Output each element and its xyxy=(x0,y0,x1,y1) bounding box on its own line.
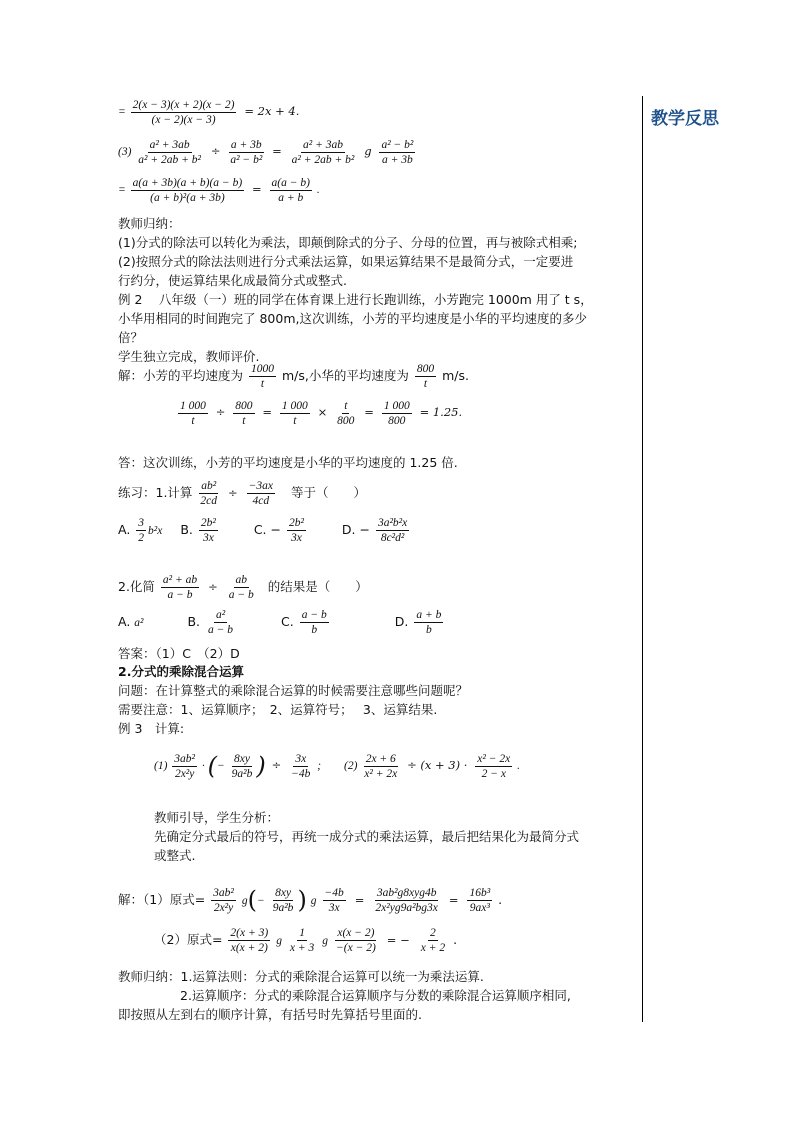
fraction: $\frac{\text{a² + 3ab}}{\text{a² + 2ab + b²}}$ xyxy=(138,139,201,166)
example-2-calculation: $\frac{1 000}{t}$ ÷ $\frac{800}{t}$ = $\frac{1 000}{t}$ × $\frac{t}{800}$ = $\frac{1 000}{800}$ = 1.25. xyxy=(180,400,463,427)
summary-point-2a: (2)按照分式的除法法则进行分式乘法运算，如果运算结果不是最简分式，一定要进 xyxy=(118,254,574,269)
example-3-title: 例 3 计算: xyxy=(118,721,185,736)
option-b: B. $\frac{\text{a²}}{a - b}$ xyxy=(187,609,234,636)
option-d: D. − $\frac{\text{3a²b²x}}{\text{8c²d²}}$ xyxy=(341,517,408,544)
fraction: $\frac{-3ax}{4cd}$ xyxy=(248,480,274,507)
equals-sign: = xyxy=(118,184,126,197)
section-question: 问题：在计算整式的乘除混合运算的时候需要注意哪些问题呢？ xyxy=(118,683,469,698)
option-d: D. $\frac{a + b}{b}$ xyxy=(394,609,442,636)
sidebar-title: 教学反思 xyxy=(651,109,719,129)
example-2-line-2: 小华用相同的时间跑完了 800m,这次训练，小芳的平均速度是小华的平均速度的多少 xyxy=(118,311,587,326)
result: = 2x + 4. xyxy=(244,104,300,119)
option-c: C. $\frac{a - b}{b}$ xyxy=(281,609,327,636)
fraction: $\frac{800}{t}$ xyxy=(235,400,253,427)
practice-question-2-options xyxy=(118,608,445,637)
formula-row-3: = $\frac{a(a + 3b)(a + b)(a - b)}{\text{(a + b)²(a + 3b)}}$ = $\frac{a(a - b)}{a + b}$ . xyxy=(118,177,320,204)
solution-3-step-1: 解：（1）原式= $\frac{\text{3ab²}}{\text{2x²y}}$ g(− $\frac{8xy}{\text{9a²b}}$ ) g $\frac{-4b}{3x}$ = $\frac{\text{3ab²g8xyg4b}}{\text{2x²yg9a²bg3x}}$ = $\frac{\text{16b³}}{\text{9ax³}}$ . xyxy=(118,886,503,914)
operator: = xyxy=(272,144,282,159)
example-2-line-4: 学生独立完成，教师评价. xyxy=(118,349,260,364)
practice-question-1: 练习：1.计算 $\frac{\text{ab²}}{2cd}$ ÷ $\frac{-3ax}{4cd}$ 等于（ ） xyxy=(118,480,367,507)
summary-point-1: (1)分式的除法可以转化为乘法，即颠倒除式的分子、分母的位置，再与被除式相乘; xyxy=(118,235,578,250)
fraction: $\frac{ab}{a - b}$ xyxy=(228,574,254,601)
operator: = xyxy=(252,182,262,197)
fraction: $\frac{1 000}{t}$ xyxy=(180,400,206,427)
example-3-expression-2: (2) $\frac{2x + 6}{\text{x² + 2x}}$ ÷ (x + 3) · $\frac{\text{x² − 2x}}{2 - x}$ . xyxy=(344,753,520,780)
summary-2-line-2: 2.运算顺序：分式的乘除混合运算顺序与分数的乘除混合运算顺序相同, xyxy=(180,988,571,1003)
option-c: C. − $\frac{\text{2b²}}{3x}$ xyxy=(253,517,304,544)
fraction: $\frac{a(a - b)}{a + b}$ xyxy=(271,177,310,204)
option-a: A. $\frac{3}{2}$ b²x xyxy=(118,517,163,544)
example-3-expression-1: (1) $\frac{\text{3ab²}}{\text{2x²y}}$ · (− $\frac{8xy}{\text{9a²b}}$ ) ÷ $\frac{3x}{-4b}$ ; xyxy=(154,752,322,780)
summary-2-line-3: 即按照从左到右的顺序计算，有括号时先算括号里面的. xyxy=(118,1007,422,1022)
fraction: $\frac{\text{a² + 3ab}}{\text{a² + 2ab + b²}}$ xyxy=(291,139,355,166)
equals-sign: = xyxy=(118,106,126,119)
summary-point-2b: 行约分，使运算结果化成最简分式或整式. xyxy=(118,273,347,288)
example-2-answer: 答：这次训练，小芳的平均速度是小华的平均速度的 1.25 倍. xyxy=(118,455,458,470)
fraction: $\frac{t}{800}$ xyxy=(337,400,355,427)
section-note: 需要注意：1、运算顺序； 2、运算符号； 3、运算结果. xyxy=(118,702,438,717)
fraction: $\frac{1 000}{800}$ xyxy=(383,400,410,427)
fraction: $\frac{\text{a² + ab}}{a - b}$ xyxy=(162,574,198,601)
option-a: A. a² xyxy=(118,614,144,629)
fraction: $\frac{1000}{t}$ xyxy=(251,363,274,390)
guide-line-3: 或整式. xyxy=(154,848,196,863)
fraction: $\frac{1 000}{t}$ xyxy=(281,400,308,427)
section-title: 2.分式的乘除混合运算 xyxy=(118,664,244,679)
example-2-line-1: 例 2 八年级（一）班的同学在体育课上进行长跑训练，小芳跑完 1000m 用了 t s， xyxy=(118,292,593,307)
summary-2-line-1: 教师归纳：1.运算法则：分式的乘除混合运算可以统一为乘法运算. xyxy=(118,969,484,984)
fraction: $\frac{a(a + 3b)(a + b)(a - b)}{\text{(a + b)²(a + 3b)}}$ xyxy=(132,177,243,204)
formula-row-2 xyxy=(118,138,417,167)
practice-question-2: 2.化简 $\frac{\text{a² + ab}}{a - b}$ ÷ $\frac{ab}{a - b}$ 的结果是（ ） xyxy=(118,574,368,601)
fraction: $\frac{\text{a² − b²}}{a + 3b}$ xyxy=(381,139,414,166)
column-divider xyxy=(642,96,643,1022)
example-2-solution: 解：小芳的平均速度为 $\frac{1000}{t}$ m/s,小华的平均速度为 $\frac{800}{t}$ m/s. xyxy=(118,363,469,390)
operator: g xyxy=(364,144,372,159)
example-2-line-3: 倍？ xyxy=(118,330,144,345)
formula-row-1 xyxy=(118,98,302,127)
item-label: (3) xyxy=(118,146,132,159)
fraction: $\frac{2(x - 3)(x + 2)(x - 2)}{(x - 2)(x - 3)}$ xyxy=(132,99,235,126)
solution-3-step-2: （2）原式= $\frac{2(x + 3)}{x(x + 2)}$ g $\frac{1}{x + 3}$ g $\frac{x(x - 2)}{-(x - 2)}$ = − $\frac{2}{x + 2}$ . xyxy=(154,927,458,954)
practice-question-1-options xyxy=(118,516,411,545)
guide-line-2: 先确定分式最后的符号，再统一成分式的乘法运算，最后把结果化为最简分式 xyxy=(154,829,580,844)
fraction: $\frac{\text{ab²}}{2cd}$ xyxy=(200,480,218,507)
option-b: B. $\frac{\text{2b²}}{3x}$ xyxy=(180,517,216,544)
operator: ÷ xyxy=(210,144,221,159)
fraction: $\frac{800}{t}$ xyxy=(416,363,435,390)
practice-answer: 答案：（1）C （2）D xyxy=(118,646,240,661)
summary-heading: 教师归纳： xyxy=(118,216,181,231)
guide-line-1: 教师引导，学生分析： xyxy=(154,810,280,825)
fraction: $\frac{a + 3b}{\text{a² − b²}}$ xyxy=(230,139,263,166)
